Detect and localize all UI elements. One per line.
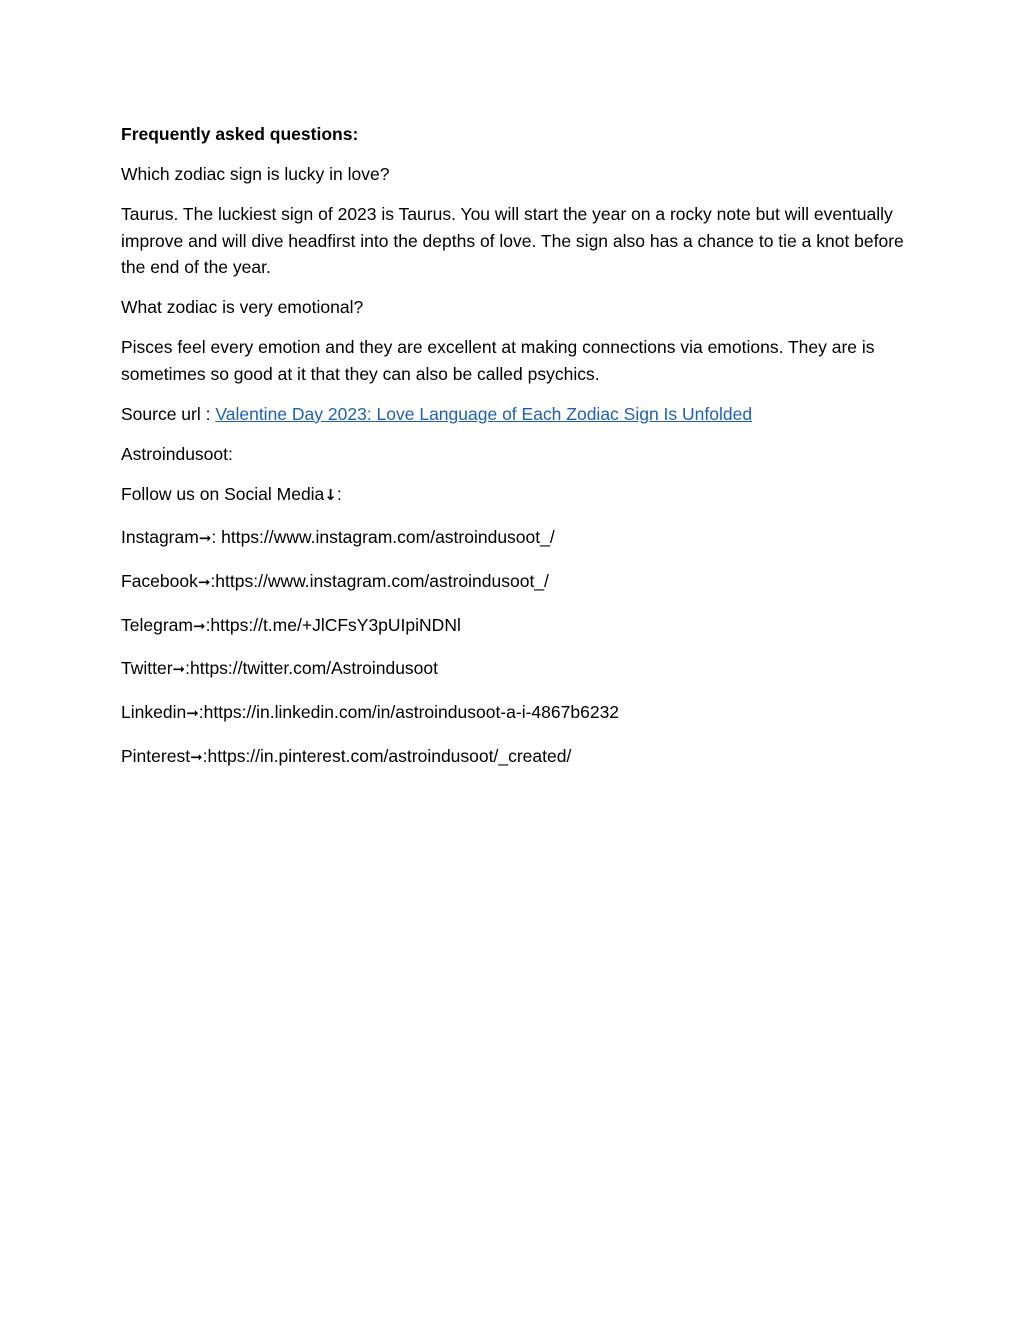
social-item-label: Twitter xyxy=(121,658,173,679)
social-item-url: :https://www.instagram.com/astroindusoot_/ xyxy=(210,570,549,591)
arrow-right-icon: ➞ xyxy=(172,660,186,679)
social-item-pinterest xyxy=(121,743,911,771)
social-item-url: : https://www.instagram.com/astroindusoot_/ xyxy=(211,527,555,548)
arrow-right-icon: ➞ xyxy=(197,572,211,591)
source-label: Source url : xyxy=(121,403,216,424)
source-link[interactable]: Valentine Day 2023: Love Language of Each Zodiac Sign Is Unfolded xyxy=(215,403,753,424)
social-item-label: Facebook xyxy=(121,570,198,591)
social-item-telegram xyxy=(121,612,911,640)
social-item-instagram xyxy=(121,524,911,552)
faq-question-1: Which zodiac sign is lucky in love? xyxy=(121,164,390,184)
social-item-url: :https://twitter.com/Astroindusoot xyxy=(185,658,439,679)
brand-name: Astroindusoot: xyxy=(121,443,233,464)
social-item-label: Telegram xyxy=(121,614,193,635)
faq-question-2: What zodiac is very emotional? xyxy=(121,297,364,317)
social-item-linkedin xyxy=(121,699,911,727)
social-item-url: :https://in.pinterest.com/astroindusoot/_created/ xyxy=(202,745,572,766)
social-item-twitter xyxy=(121,655,911,683)
arrow-right-icon: ➞ xyxy=(186,703,199,722)
social-section xyxy=(121,481,911,771)
faq-heading: Frequently asked questions: xyxy=(121,124,359,144)
source-line xyxy=(121,401,911,428)
social-intro-suffix: : xyxy=(336,483,342,504)
social-intro-text: Follow us on Social Media xyxy=(121,483,325,504)
document-content xyxy=(121,121,911,786)
arrow-right-icon: ➞ xyxy=(198,529,212,548)
arrow-right-icon: ➞ xyxy=(192,616,206,635)
social-item-url: :https://t.me/+JlCFsY3pUIpiNDNl xyxy=(205,614,461,635)
social-item-label: Instagram xyxy=(121,527,199,548)
social-item-url: :https://in.linkedin.com/in/astroindusoot-a-i-4867b6232 xyxy=(198,701,620,722)
arrow-down-icon: ↓ xyxy=(324,485,337,504)
social-item-facebook xyxy=(121,568,911,596)
faq-answer-2: Pisces feel every emotion and they are excellent at making connections via emotions. They are is sometimes so good at it that they can also be called psychics. xyxy=(121,337,875,384)
social-intro xyxy=(121,481,911,509)
social-item-label: Linkedin xyxy=(121,701,187,722)
faq-answer-1: Taurus. The luckiest sign of 2023 is Taurus. You will start the year on a rocky note but will eventually improve and will dive headfirst into the depths of love. The sign also has a chance to tie a knot before the end of the year. xyxy=(121,204,904,277)
social-item-label: Pinterest xyxy=(121,745,191,766)
arrow-right-icon: ➞ xyxy=(190,747,203,766)
